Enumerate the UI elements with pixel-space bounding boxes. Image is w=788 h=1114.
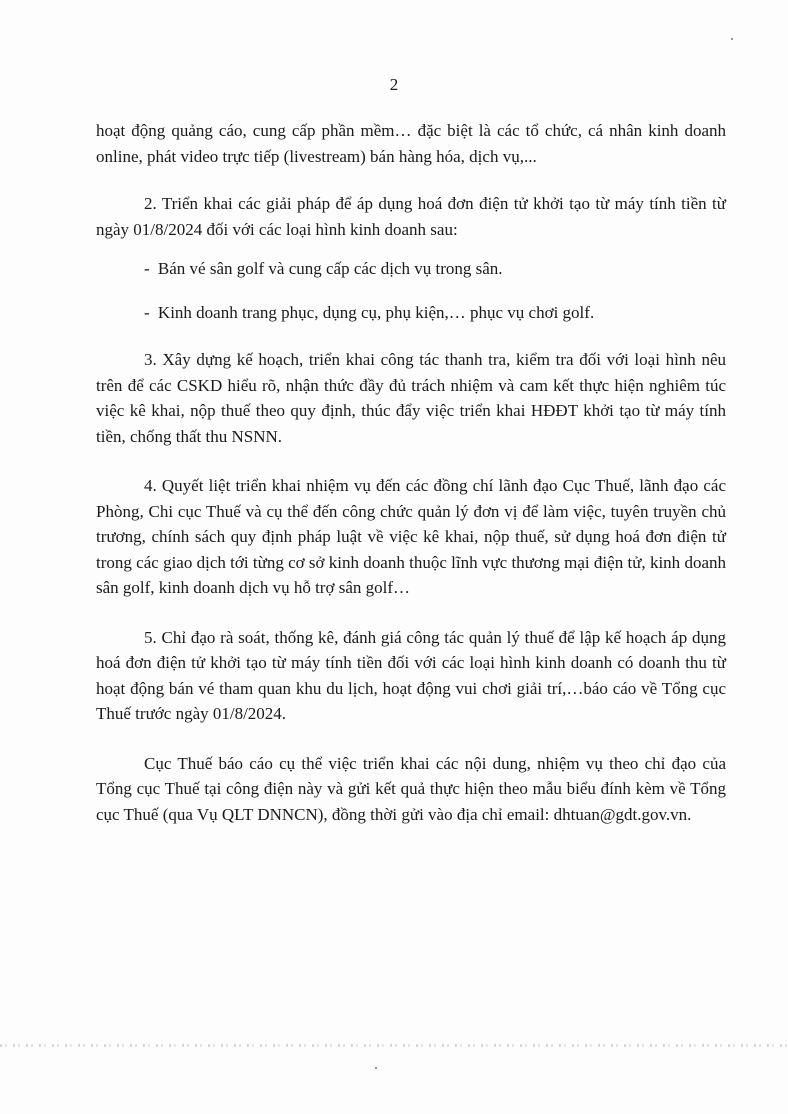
scan-artifact-dot [375,1067,377,1069]
scan-artifact-line [0,1044,788,1047]
document-body [96,118,726,827]
paragraph-continuation: hoạt động quảng cáo, cung cấp phần mềm… đặc biệt là các tổ chức, cá nhân kinh doanh online, phát video trực tiếp (livestream) bán hàng hóa, dịch vụ,... [96,121,726,166]
paragraph-item-5: 5. Chỉ đạo rà soát, thống kê, đánh giá công tác quản lý thuế để lập kế hoạch áp dụng hoá đơn điện tử khởi tạo từ máy tính tiền đối với các loại hình kinh doanh có doanh thu từ hoạt động bán vé tham quan khu du lịch, hoạt động vui chơi giải trí,…báo cáo về Tổng cục Thuế trước ngày 01/8/2024. [96,627,726,723]
paragraph-item-2: 2. Triển khai các giải pháp để áp dụng hoá đơn điện tử khởi tạo từ máy tính tiền từ ngày 01/8/2024 đối với các loại hình kinh doanh sau: [96,194,726,239]
page-number: 2 [389,75,399,94]
scan-artifact-dot [731,38,733,40]
bullet-golf-apparel [96,300,726,326]
paragraph-item-4: 4. Quyết liệt triển khai nhiệm vụ đến các đồng chí lãnh đạo Cục Thuế, lãnh đạo các Phòng, Chi cục Thuế và cụ thể đến công chức quản lý đơn vị để làm việc, tuyên truyền chủ trương, chính sách quy định pháp luật về việc kê khai, nộp thuế, sử dụng hoá đơn điện tử trong các giao dịch tới từng cơ sở kinh doanh thuộc lĩnh vực thương mại điện tử, kinh doanh sân golf, kinh doanh dịch vụ hỗ trợ sân golf… [96,476,726,597]
paragraph-item-3: 3. Xây dựng kế hoạch, triển khai công tác thanh tra, kiểm tra đối với loại hình nêu trên để các CSKD hiểu rõ, nhận thức đầy đủ trách nhiệm và cam kết thực hiện nghiêm túc việc kê khai, nộp thuế theo quy định, thúc đẩy việc triển khai HĐĐT khởi tạo từ máy tính tiền, chống thất thu NSNN. [96,350,726,446]
bullet-text: Kinh doanh trang phục, dụng cụ, phụ kiện,… phục vụ chơi golf. [157,302,595,322]
bullet-text: Bán vé sân golf và cung cấp các dịch vụ trong sân. [157,259,503,278]
paragraph-closing: Cục Thuế báo cáo cụ thể việc triển khai các nội dung, nhiệm vụ theo chỉ đạo của Tổng cục Thuế tại công điện này và gửi kết quả thực hiện theo mẫu biểu đính kèm về Tổng cục Thuế (qua Vụ QLT DNNCN), đồng thời gửi vào địa chỉ email: dhtuan@gdt.gov.vn. [96,753,726,824]
bullet-golf-tickets [96,256,726,282]
bullet-marker: - [144,302,150,322]
bullet-marker: - [144,259,150,278]
